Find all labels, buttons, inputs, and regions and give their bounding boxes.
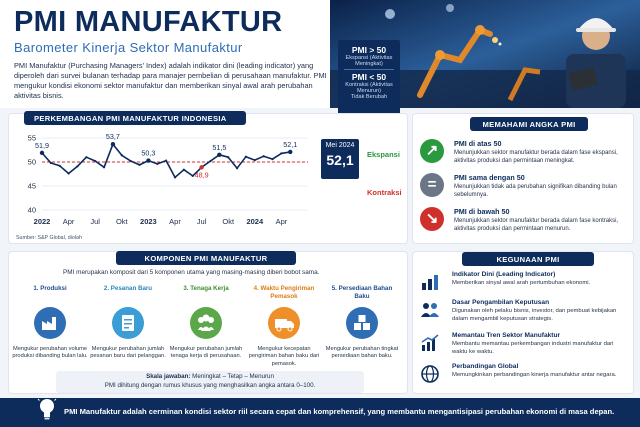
scale-box [56, 371, 364, 393]
kegunaan-item-global [420, 362, 630, 392]
pmi-data-point [271, 158, 273, 160]
komponen-desc: Mengukur kecepatan pengiriman bahan baku dari pemasok. [248, 346, 320, 367]
memahami-desc: Menunjukkan tidak ada perubahan signifikan dibanding bulan sebelumnya. [454, 184, 617, 198]
pmi-data-point [76, 165, 78, 167]
pmi-data-point [165, 159, 167, 161]
arrow-down-chart-icon: ↘ [420, 207, 444, 231]
callout-date: Mei 2024 [325, 142, 355, 149]
legend-below-desc: Kontraksi (Aktivitas Menurun) [345, 82, 393, 94]
data-label: 50,3 [141, 148, 156, 158]
y-tick-label: 50 [27, 157, 36, 167]
kegunaan-item-indikator [420, 270, 630, 300]
x-tick-label: 2024 [246, 217, 264, 226]
komponen-intro: PMI merupakan komposit dari 5 komponen utama yang masing-masing diberi bobot sama. [63, 269, 320, 276]
pmi-data-point [50, 162, 52, 164]
komponen-persediaan [324, 285, 400, 369]
factory-icon [34, 307, 66, 339]
y-tick-label: 55 [27, 133, 36, 143]
y-tick-label: 45 [27, 181, 36, 191]
highlight-point [111, 142, 115, 146]
pmi-data-point [227, 156, 229, 158]
komponen-label: 1. Produksi [33, 285, 67, 292]
scale-note: PMI dihitung dengan rumus khusus yang menghasilkan angka antara 0–100. [104, 381, 316, 389]
komponen-desc: Mengukur perubahan jumlah tenaga kerja di perusahaan. [169, 346, 243, 360]
pmi-data-point [254, 159, 256, 161]
highlight-point [217, 153, 221, 157]
komponen-desc: Mengukur perubahan jumlah pesanan baru dari pelanggan. [90, 346, 166, 360]
pmi-data-point [174, 176, 176, 178]
memahami-heading: MEMAHAMI ANGKA PMI [470, 117, 588, 131]
kegunaan-item-keputusan [420, 298, 630, 328]
x-tick-label: Apr [275, 217, 288, 226]
callout-value: 52,1 [326, 152, 354, 168]
memahami-title: PMI di atas 50 [454, 139, 502, 148]
latest-value-callout [321, 139, 359, 179]
expansion-tag: Ekspansi [367, 150, 400, 159]
footer-text: PMI Manufaktur adalah cerminan kondisi sektor riil secara cepat dan komprehensif, yang membantu mengantisipasi perubahan ekonomi di masa depan. [64, 407, 615, 416]
komponen-pesanan-baru [90, 285, 166, 369]
x-tick-label: Jul [90, 217, 100, 226]
kegunaan-desc: Digunakan oleh pelaku bisnis, investor, dan pembuat kebijakan dalam mengambil keputusan strategis. [452, 308, 617, 322]
kegunaan-desc: Membantu memantau perkembangan industri manufaktur dari waktu ke waktu. [452, 341, 614, 355]
people-decision-icon [420, 300, 440, 320]
pmi-data-point [68, 172, 70, 174]
pmi-data-point [156, 163, 158, 165]
intro-text: PMI Manufaktur (Purchasing Managers' Index) adalah indikator dini (leading indicator) yang diperoleh dari survei bulanan terhadap para manajer pembelian di perusahaan manufaktur. PMI mengukur kondisi ekonomi sektor manufaktur dan memberikan sinyal awal arah perubahan aktivitas bisnis. [14, 61, 327, 100]
chart-source: Sumber: S&P Global, diolah [16, 235, 82, 241]
pmi-data-point [85, 156, 87, 158]
highlight-point [288, 150, 292, 154]
memahami-item-below [420, 205, 630, 235]
data-label: 51,9 [35, 140, 49, 150]
komponen-waktu-pengiriman [246, 285, 322, 369]
x-tick-label: Apr [169, 217, 181, 226]
arrow-up-chart-icon: ↗ [420, 139, 444, 163]
komponen-label: 3. Tenaga Kerja [183, 285, 229, 292]
pmi-legend-box [338, 40, 400, 116]
kegunaan-heading: KEGUNAAN PMI MANUFAKTUR [462, 252, 594, 266]
kegunaan-title: Indikator Dini (Leading Indicator) [452, 271, 556, 278]
page-subtitle: Barometer Kinerja Sektor Manufaktur [14, 40, 243, 55]
memahami-desc: Menunjukkan sektor manufaktur berada dalam fase ekspansi, aktivitas produksi dan permintaan meningkat. [454, 150, 618, 164]
new-order-icon [112, 307, 144, 339]
legend-above-desc: Ekspansi (Aktivitas Meningkat) [345, 55, 393, 67]
pmi-data-point [138, 164, 140, 166]
kegunaan-desc: Memberikan sinyal awal arah pertumbuhan ekonomi. [452, 280, 591, 286]
memahami-title: PMI sama dengan 50 [454, 173, 525, 182]
highlight-point [40, 151, 44, 155]
komponen-desc: Mengukur perubahan tingkat persediaan bahan baku. [325, 346, 399, 360]
komponen-label: 5. Persediaan Bahan Baku [331, 285, 393, 300]
pmi-data-point [103, 166, 105, 168]
kegunaan-title: Memantau Tren Sektor Manufaktur [452, 332, 561, 339]
kegunaan-item-tren [420, 331, 630, 361]
delivery-truck-icon [268, 307, 300, 339]
data-label: 53,7 [105, 132, 120, 142]
data-label: 52,1 [283, 139, 298, 149]
pmi-data-point [121, 154, 123, 156]
kegunaan-desc: Memungkinkan perbandingan kinerja manufaktur antar negara. [452, 372, 617, 378]
x-tick-label: 2022 [33, 217, 51, 226]
scale-label: Skala jawaban: [146, 373, 191, 380]
kegunaan-title: Dasar Pengambilan Keputusan [452, 299, 550, 306]
komponen-produksi [12, 285, 88, 369]
data-label: 51,5 [212, 142, 227, 152]
inventory-boxes-icon [346, 307, 378, 339]
pmi-data-point [192, 175, 194, 177]
legend-divider [344, 69, 394, 70]
x-tick-label: Apr [62, 217, 75, 226]
scale-line [56, 373, 364, 382]
x-tick-label: Okt [115, 217, 128, 226]
scale-values: Meningkat – Tetap – Menurun [192, 373, 274, 380]
contraction-tag: Kontraksi [367, 188, 402, 197]
komponen-label: 2. Pesanan Baru [103, 285, 153, 292]
lightbulb-icon [36, 395, 58, 423]
workers-icon [190, 307, 222, 339]
memahami-item-above [420, 137, 630, 167]
komponen-heading: KOMPONEN PMI MANUFAKTUR [116, 251, 296, 265]
pmi-data-point [209, 160, 211, 162]
pmi-data-point [183, 169, 185, 171]
legend-equal-desc: Tidak Berubah [350, 94, 388, 100]
komponen-tenaga-kerja [168, 285, 244, 369]
memahami-desc: Menunjukkan sektor manufaktur berada dalam fase kontraksi, aktivitas produksi dan permintaan menurun. [454, 218, 619, 232]
equals-icon: = [420, 173, 444, 197]
komponen-label: 4. Waktu Pengiriman Pemasok [253, 285, 315, 300]
legend-below: PMI < 50 [351, 72, 387, 82]
page-title: PMI MANUFAKTUR [14, 6, 283, 38]
footer-bar [0, 398, 640, 427]
legend-above: PMI > 50 [351, 45, 387, 55]
memahami-item-equal [420, 171, 630, 201]
trend-chart-icon [420, 333, 440, 353]
pmi-data-point [263, 155, 265, 157]
x-tick-label: Okt [222, 217, 235, 226]
globe-icon [420, 364, 440, 384]
highlight-point [146, 158, 150, 162]
y-tick-label: 40 [27, 205, 36, 215]
pmi-data-point [236, 167, 238, 169]
komponen-desc: Mengukur perubahan volume produksi dibanding bulan lalu. [12, 346, 88, 360]
bar-chart-icon [420, 272, 440, 292]
pmi-data-point [245, 156, 247, 158]
x-tick-label: 2023 [140, 217, 157, 226]
pmi-data-point [59, 165, 61, 167]
chart-heading: PERKEMBANGAN PMI MANUFAKTUR INDONESIA [24, 111, 246, 125]
pmi-data-point [130, 160, 132, 162]
memahami-title: PMI di bawah 50 [454, 207, 510, 216]
pmi-data-point [94, 160, 96, 162]
pmi-data-point [280, 152, 282, 154]
kegunaan-title: Perbandingan Global [452, 363, 519, 370]
highlight-point [199, 165, 203, 169]
x-tick-label: Jul [196, 217, 207, 226]
data-label: 48,9 [194, 170, 209, 180]
